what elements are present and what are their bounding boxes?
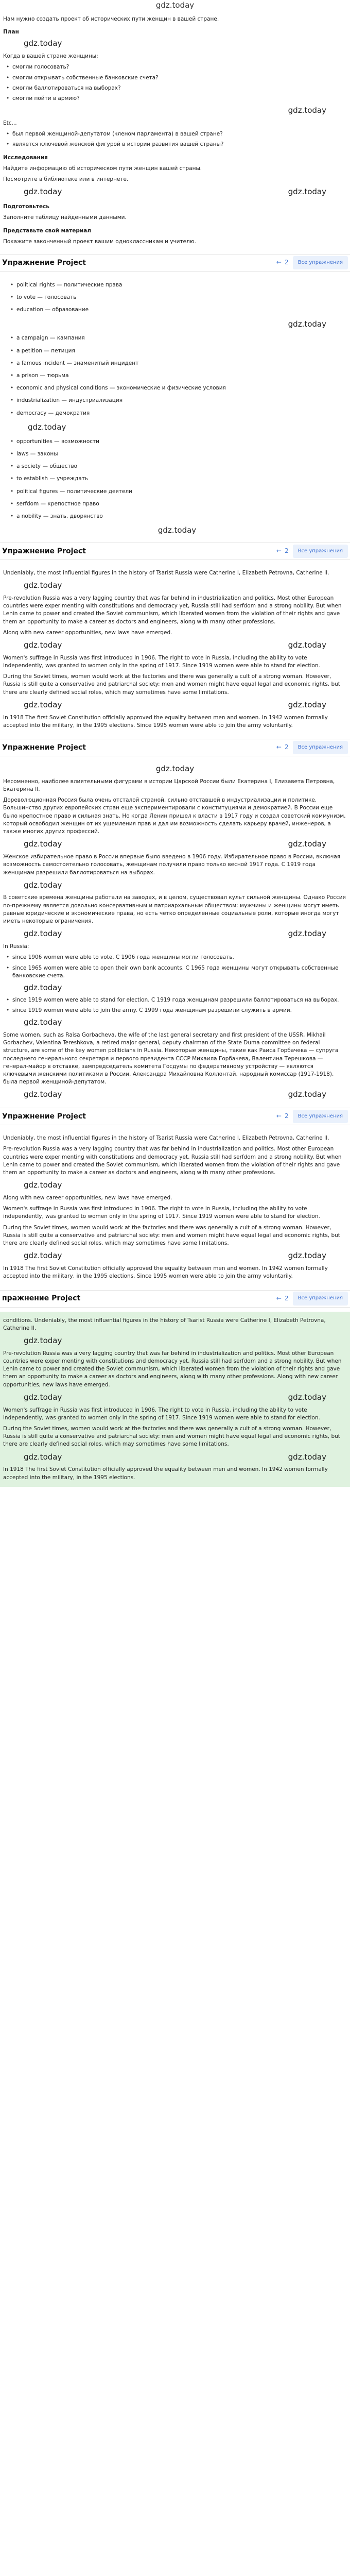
watermark: gdz.today — [24, 1452, 62, 1462]
prev-exercise-button[interactable] — [276, 1294, 289, 1303]
paragraph: Women's suffrage in Russia was first introduced in 1906. The right to vote in Russia, including the ability to vote independently, was granted to women only in the spring of 1917. Since 1919 women were able to stand for election. — [3, 1406, 320, 1421]
vocab-item: • political rights — политические права — [7, 281, 347, 289]
watermark: gdz.today — [155, 764, 195, 774]
vocab-item: • a famous incident — знаменитый инцидент — [7, 360, 347, 367]
fact-item: • since 1965 women were able to open their own bank accounts. С 1965 года женщины могут открывать собственные банковские счета. — [3, 964, 347, 980]
plan-item: • смогли голосовать? — [3, 63, 347, 71]
all-exercises-button[interactable]: Все упражнения — [293, 1110, 348, 1124]
paragraph: Women's suffrage in Russia was first introduced in 1906. The right to vote in Russia, including the ability to vote independently, was granted to women only in the spring of 1917. Since 1919 women were able to stand for election. — [3, 654, 320, 669]
vocab-item: • industrialization — индустриализация — [7, 397, 347, 404]
nav-number: 2 — [284, 1294, 289, 1302]
vocab-item: • a campaign — кампания — [7, 334, 347, 342]
nav-number: 2 — [284, 1112, 289, 1120]
nav-number: 2 — [284, 743, 289, 751]
project-bar — [0, 254, 350, 272]
plan-item: • смогли баллотироваться на выборах? — [3, 84, 347, 92]
vocab-item: • a prison — тюрьма — [7, 372, 347, 380]
question-item: • был первой женщиной-депутатом (членом парламента) в вашей стране? — [3, 130, 347, 138]
watermark: gdz.today — [288, 700, 326, 709]
project-title: пражнение Project — [2, 1294, 81, 1303]
project-title: Упражнение Project — [2, 258, 86, 267]
prev-exercise-button[interactable] — [276, 258, 289, 267]
watermark: gdz.today — [288, 319, 326, 329]
paragraph: Pre-revolution Russia was a very lagging country that was far behind in industrialization and politics. Most other European countries were experimenting with constitutions and democracy yet, Russia still had serfdom and a strong nobility. But when Lenin came to power and created the Soviet communism, which liberated women from the violation of their rights and gave them an opportunity to make a career as doctors and engineers, along with many other professions. Along with new career opportunities, new laws have emerged. — [3, 1350, 342, 1388]
nav-number: 2 — [284, 259, 289, 266]
watermark: gdz.today — [24, 1090, 62, 1099]
paragraph: During the Soviet times, women would work at the factories and there was generally a cult of a strong woman. However, Russia is still quite a conservative and patriarchal society: men and women might have equal legal and economic rights, but there are clearly defined social roles, which may sometimes have some limitations. — [3, 1426, 340, 1448]
watermark: gdz.today — [24, 640, 62, 650]
english-text-2 — [0, 1129, 350, 1285]
paragraph: Женское избирательное право в России впервые было введено в 1906 году. Избирательное право в России, включая возможность самостоятельно голосовать, женщинам получили право только весной 1917 года. С 1919 года женщинам разрешили баллотироваться на выборах. — [3, 854, 341, 876]
english-text-3 — [0, 1312, 350, 1487]
all-exercises-button[interactable]: Все упражнения — [293, 1292, 348, 1306]
paragraph: In 1918 The first Soviet Constitution officially approved the equality between men and women. In 1942 women formally accepted into the military, in the 1995 elections. — [3, 1466, 328, 1481]
watermark: gdz.today — [24, 1251, 62, 1261]
paragraph: Along with new career opportunities, new laws have emerged. — [3, 629, 172, 636]
arrow-left-icon: ← — [276, 1294, 282, 1302]
paragraph: conditions. Undeniably, the most influential figures in the history of Tsarist Russia were Catherine I, Elizabeth Petrovna, Catherine II. — [3, 1317, 326, 1331]
watermark: gdz.today — [288, 1452, 326, 1462]
paragraph: Along with new career opportunities, new laws have emerged. — [3, 1195, 172, 1201]
paragraph: Pre-revolution Russia was a very lagging country that was far behind in industrialization and politics. Most other European countries were experimenting with constitutions and democracy yet, Russia still had serfdom and a strong nobility. But when Lenin came to power and created the Soviet communism, which liberated women from the violation of their rights and gave them an opportunity to make a career as doctors and engineers, along with many other professions. — [3, 1146, 342, 1176]
paragraph: Дореволюционная Россия была очень отсталой страной, сильно отставшей в индустриализации и политике. Большинство других европейских стран еще экспериментировали с конституциями и демократией. В России еще было крепостное право и сильная знать. Но когда Ленин пришел к власти в 1917 году и создал советский коммунизм, который освободил женщин от их ущемления прав и дал им возможность сделать карьеру врачей, инженеров, а также многих других профессий. — [3, 797, 346, 835]
prev-exercise-button[interactable] — [276, 1112, 289, 1121]
watermark: gdz.today — [157, 526, 197, 535]
paragraph: Women's suffrage in Russia was first introduced in 1906. The right to vote in Russia, including the ability to vote independently, was granted to women only in the spring of 1917. Since 1919 women were able to stand for election. — [3, 1206, 320, 1220]
paragraph: During the Soviet times, women would work at the factories and there was generally a cult of a strong woman. However, Russia is still quite a conservative and patriarchal society: men and women might have equal legal and economic rights, but there are clearly defined social roles, which may sometimes have some limitations. — [3, 1224, 340, 1247]
plan-label: План — [3, 29, 19, 36]
paragraph: In 1918 The first Soviet Constitution officially approved the equality between men and women. In 1942 women formally accepted into the military, in the 1995 elections. Since 1995 women were able to join the army voluntarily. — [3, 1265, 328, 1280]
plan-text: Когда в вашей стране женщины: — [3, 53, 98, 60]
vocab-item: • serfdom — крепостное право — [7, 500, 347, 508]
vocab-item: • to establish — учреждать — [7, 475, 347, 483]
watermark: gdz.today — [24, 700, 62, 709]
watermark: gdz.today — [288, 1392, 326, 1402]
question-item: • является ключевой женской фигурой в истории развития вашей страны? — [3, 141, 347, 148]
fact-item: • since 1919 women were able to stand for election. С 1919 года женщинам разрешили баллотироваться на выборах. — [3, 996, 347, 1004]
watermark: gdz.today — [288, 106, 326, 115]
project-bar — [0, 1290, 350, 1308]
paragraph: In 1918 The first Soviet Constitution officially approved the equality between men and women. In 1942 women formally accepted into the military, in the 1995 elections. Since 1995 women were able to join the army voluntarily. — [3, 714, 328, 728]
vocab-item: • economic and physical conditions — экономические и физические условия — [7, 384, 347, 392]
project-bar — [0, 739, 350, 756]
vocab-item: • opportunities — возможности — [7, 438, 347, 446]
site-header — [0, 0, 350, 11]
in-russia-label: In Russia: — [3, 943, 29, 950]
present-text: Покажите законченный проект вашим одноклассникам и учителю. — [3, 238, 196, 245]
paragraph: Some women, such as Raisa Gorbacheva, the wife of the last general secretary and first president of the USSR, Mikhail Gorbachev, Valentina Tereshkova, a retired major general, deputy chairman of the State Duma committee on federal structure, are some of the key women politicians in Russia. Некоторые женщины, такие как Раиса Горбачева — супруга последнего генерального секретаря и первого президента СССР Михаила Горбачева, Валентина Терешкова — генерал-майор в отставке, зампредседатель комитета Госдумы по федеративному устройству — являются ключевыми женскими политиками в России. Александра Михайловна Коллонтай, народный комиссар (1917-1918), была первой женщиной-депутатом. — [3, 1031, 339, 1086]
vocab-item: • to vote — голосовать — [7, 294, 347, 301]
paragraph: During the Soviet times, women would work at the factories and there was generally a cult of a strong woman. However, Russia is still quite a conservative and patriarchal society: men and women might have equal legal and economic rights, but there are clearly defined social roles, which may sometimes have some limitations. — [3, 673, 340, 696]
vocab-item: • a society — общество — [7, 463, 347, 470]
project-bar — [0, 1108, 350, 1125]
watermark: gdz.today — [24, 982, 62, 992]
all-exercises-button[interactable]: Все упражнения — [293, 741, 348, 755]
arrow-left-icon: ← — [276, 1112, 282, 1120]
research-text-2: Посмотрите в библиотеке или в интернете. — [3, 176, 129, 183]
vocab-item: • a nobility — знать, дворянство — [7, 513, 347, 520]
watermark: gdz.today — [24, 581, 62, 590]
watermark: gdz.today — [24, 1018, 62, 1027]
research-text: Найдите информацию об историческом пути женщин вашей страны. — [3, 165, 202, 172]
intro-section — [0, 11, 350, 250]
watermark: gdz.today — [24, 1392, 62, 1402]
watermark: gdz.today — [24, 187, 62, 197]
vocab-item: • laws — законы — [7, 450, 347, 458]
watermark: gdz.today — [24, 39, 62, 48]
fact-item: • since 1919 women were able to join the army. С 1999 года женщинам разрешили служить в армии. — [3, 1007, 347, 1014]
vocab-list — [0, 276, 350, 538]
nav-number: 2 — [284, 547, 289, 555]
plan-item: • смогли пойти в армию? — [3, 95, 347, 103]
prepare-text: Заполните таблицу найденными данными. — [3, 214, 127, 221]
prev-exercise-button[interactable] — [276, 547, 289, 555]
paragraph: Undeniably, the most influential figures in the history of Tsarist Russia were Catherine I, Elizabeth Petrovna, Catherine II. — [3, 1135, 329, 1142]
watermark: gdz.today — [288, 839, 326, 849]
watermark: gdz.today — [24, 839, 62, 849]
project-bar — [0, 543, 350, 560]
russian-text — [0, 760, 350, 1104]
prepare-label: Подготовьтесь — [3, 204, 49, 210]
english-text-1 — [0, 564, 350, 735]
all-exercises-button[interactable]: Все упражнения — [293, 545, 348, 558]
vocab-item: • a petition — петиция — [7, 347, 347, 355]
all-exercises-button[interactable]: Все упражнения — [293, 256, 348, 270]
intro-first-line: Нам нужно создать проект об исторических пути женщин в вашей стране. — [3, 16, 219, 22]
vocab-item: • democracy — демократия — [7, 410, 347, 417]
project-title: Упражнение Project — [2, 547, 86, 555]
paragraph: Undeniably, the most influential figures in the history of Tsarist Russia were Catherine I, Elizabeth Petrovna, Catherine II. — [3, 569, 329, 576]
present-label: Представьте свой материал — [3, 227, 92, 234]
project-title: Упражнение Project — [2, 743, 86, 752]
plan-list — [3, 63, 347, 103]
watermark: gdz.today — [288, 1251, 326, 1261]
paragraph: Pre-revolution Russia was a very lagging country that was far behind in industrialization and politics. Most other European countries were experimenting with constitutions and democracy yet, Russia still had serfdom and a strong nobility. But when Lenin came to power and created the Soviet communism, which liberated women from the violation of their rights and gave them an opportunity to make a career as doctors and engineers, along with many other professions. — [3, 595, 342, 625]
watermark: gdz.today — [288, 640, 326, 650]
watermark: gdz.today — [24, 929, 62, 939]
vocab-item: • education — образование — [7, 306, 347, 314]
site-logo[interactable]: gdz.today — [155, 1, 195, 10]
fact-item: • since 1906 women were able to vote. С 1906 года женщины могли голосовать. — [3, 954, 347, 961]
vocab-item: • political figures — политические деятели — [7, 488, 347, 496]
watermark: gdz.today — [24, 1335, 62, 1345]
watermark: gdz.today — [288, 929, 326, 939]
project-title: Упражнение Project — [2, 1112, 86, 1121]
plan-item: • смогли открывать собственные банковские счета? — [3, 74, 347, 82]
watermark: gdz.today — [24, 880, 62, 890]
prev-exercise-button[interactable] — [276, 743, 289, 752]
arrow-left-icon: ← — [276, 743, 282, 751]
etc-text: Etc... — [3, 120, 17, 127]
arrow-left-icon: ← — [276, 547, 282, 555]
watermark: gdz.today — [288, 187, 326, 197]
research-label: Исследования — [3, 154, 48, 161]
watermark: gdz.today — [24, 1180, 62, 1190]
paragraph: Несомненно, наиболее влиятельными фигурами в истории Царской России были Екатерина I, Елизавета Петровна, Екатерина II. — [3, 778, 335, 792]
arrow-left-icon: ← — [276, 259, 282, 266]
watermark: gdz.today — [288, 1090, 326, 1099]
watermark: gdz.today — [28, 422, 66, 432]
paragraph: В советские времена женщины работали на заводах, и в целом, существовал культ сильной женщины. Однако Россия по-прежнему является довольно консервативным и патриархальным обществом: мужчины и женщины могут иметь равные юридические и экономические права, но есть четко определенные социальные роли, которые иногда могут иметь некоторые ограничения. — [3, 894, 346, 925]
